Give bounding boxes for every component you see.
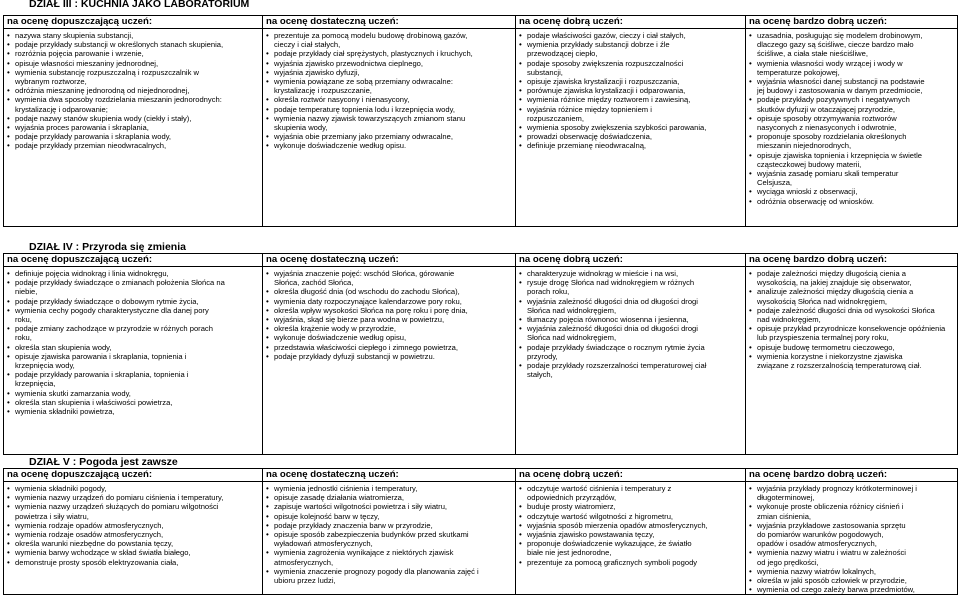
criteria-list (516, 484, 745, 567)
criterion-item: • podaje przykłady przemian nieodwracalnych, (15, 141, 260, 150)
criterion-item: • prezentuje za pomocą modelu budowę drobinową gazów, (274, 31, 513, 40)
section-title: DZIAŁ V : Pogoda jest zawsze (29, 456, 178, 468)
criterion-item: • wymienia rodzaje osadów atmosferycznych, (15, 530, 260, 539)
criteria-list (263, 484, 515, 585)
criterion-item: • opisuje zjawiska krystalizacji i rozpuszczania, (527, 77, 743, 86)
criterion-item: • wymienia dwa sposoby rozdzielania mieszanin jednorodnych: (15, 95, 260, 104)
criterion-continuation: skutków dyfuzji w otaczającej przyrodzie, (757, 104, 896, 114)
criterion-item: • podaje przykłady świadczące o dobowym rytmie życia, (15, 297, 260, 306)
criterion-item: • podaje zmiany zachodzące w przyrodzie w różnych porach (15, 324, 260, 333)
requirements-table-4 (3, 253, 958, 455)
criterion-continuation: wysokością, na jakiej znajduje się obserwator, (757, 278, 912, 288)
criterion-item: • podaje przykłady świadczące o zmianach położenia Słońca na (15, 278, 260, 287)
criterion-item: • wyciąga wnioski z obserwacji, (757, 187, 955, 196)
criterion-continuation: przyrody, (527, 351, 558, 361)
criterion-item: • rozróżnia pojęcia parowanie i wrzenie, (15, 49, 260, 58)
criterion-item: • opisuje sposób zabezpieczenia budynków przed skutkami (274, 530, 513, 539)
criterion-item: • podaje właściwości gazów, cieczy i ciał stałych, (527, 31, 743, 40)
criterion-continuation: krystalizację i rozpuszczanie, (274, 86, 372, 96)
criteria-cell (516, 267, 746, 455)
header-cell-dopuszczajaca: na ocenę dopuszczającą uczeń: (4, 16, 263, 29)
header-cell-bardzo-dobra: na ocenę bardzo dobrą uczeń: (746, 469, 958, 482)
criterion-continuation: opadów i osadów atmosferycznych, (757, 539, 877, 549)
criteria-list (263, 31, 515, 151)
criterion-item: • wymienia nazwy wiatrów lokalnych, (757, 567, 955, 576)
criterion-continuation: cieczy i ciał stałych, (274, 40, 341, 50)
criterion-item: • prowadzi obserwację doświadczenia, (527, 132, 743, 141)
criterion-item: • podaje temperaturę topnienia lodu i krzepnięcia wody, (274, 105, 513, 114)
table-header-row (4, 16, 958, 29)
criterion-item: • określa stan skupienia i właściwości powietrza, (15, 398, 260, 407)
criterion-item: • określa roztwór nasycony i nienasycony, (274, 95, 513, 104)
criterion-item: • odróżnia mieszaninę jednorodną od niejednorodnej, (15, 86, 260, 95)
criteria-cell (4, 482, 263, 595)
criterion-item: • prezentuje za pomocą graficznych symboli pogody (527, 558, 743, 567)
criterion-continuation: do pomiarów warunków pogodowych, (757, 530, 884, 540)
criteria-cell (746, 482, 958, 595)
criterion-item: • podaje przykłady znaczenia barw w przyrodzie, (274, 521, 513, 530)
criterion-item: • tłumaczy pojęcia równonoc wiosenna i jesienna, (527, 315, 743, 324)
criteria-cell (4, 29, 263, 227)
criteria-list (4, 269, 262, 416)
criteria-cell (746, 267, 958, 455)
criterion-item: • podaje przykłady substancji w określonych stanach skupienia, (15, 40, 260, 49)
section-title: DZIAŁ IV : Przyroda się zmienia (29, 241, 186, 253)
criterion-item: • wyjaśnia proces parowania i skraplania, (15, 123, 260, 132)
criteria-list (746, 484, 957, 594)
criterion-continuation: lub przyspieszenia termalnej pory roku, (757, 333, 889, 343)
criterion-item: • podaje przykłady parowania i skraplania, topnienia i (15, 370, 260, 379)
table-row (4, 29, 958, 227)
criterion-item: • wyjaśnia obie przemiany jako przemiany odwracalne, (274, 132, 513, 141)
criterion-item: • opisuje zasadę działania wiatromierza, (274, 493, 513, 502)
criterion-item: • wymienia znaczenie prognozy pogody dla planowania zajęć i (274, 567, 513, 576)
criterion-continuation: Słońca, zachód Słońca, (274, 278, 354, 288)
criterion-item: • odczytuje wartość wilgotności z higrometru, (527, 512, 743, 521)
criteria-list (746, 269, 957, 370)
criterion-item: • podaje sposoby zwiększenia rozpuszczalności (527, 59, 743, 68)
criterion-continuation: temperaturze pokojowej, (757, 67, 840, 77)
header-cell-dostateczna: na ocenę dostateczną uczeń: (263, 469, 516, 482)
criterion-continuation: Słońca nad widnokręgiem, (527, 305, 617, 315)
criterion-continuation: związane z rozszerzalnością temperaturową ciał. (757, 361, 922, 371)
criterion-item: • wyjaśnia zjawisko dyfuzji, (274, 68, 513, 77)
criterion-continuation: cząsteczkowej budowy materii, (757, 159, 862, 169)
criteria-cell (516, 482, 746, 595)
criterion-item: • podaje nazwy stanów skupienia wody (ciekły i stały), (15, 114, 260, 123)
criterion-continuation: ubioru przez ludzi, (274, 576, 336, 586)
criteria-list (746, 31, 957, 206)
criterion-continuation: długoterminowej, (757, 493, 815, 503)
criteria-cell (263, 29, 516, 227)
criterion-item: • określa krążenie wody w przyrodzie, (274, 324, 513, 333)
criterion-item: • wyjaśnia zasadę pomiaru skali temperatur (757, 169, 955, 178)
criterion-item: • wymienia nazwy urządzeń służących do pomiaru wilgotności (15, 502, 260, 511)
header-cell-dopuszczajaca: na ocenę dopuszczającą uczeń: (4, 254, 263, 267)
criterion-continuation: rozpuszczaniem, (527, 113, 584, 123)
table-header-row (4, 254, 958, 267)
criterion-item: • wymienia skutki zamarzania wody, (15, 389, 260, 398)
criterion-continuation: mieszanin niejednorodnych, (757, 141, 852, 151)
criterion-item: • podaje przykłady rozszerzalności temperaturowej ciał (527, 361, 743, 370)
criterion-item: • wymienia nazwy urządzeń do pomiaru ciśnienia i temperatury, (15, 493, 260, 502)
criteria-cell (516, 29, 746, 227)
criterion-item: • buduje prosty wiatromierz, (527, 502, 743, 511)
criterion-continuation: jej budowy i zastosowania w danym przedmiocie, (757, 86, 923, 96)
header-cell-bardzo-dobra: na ocenę bardzo dobrą uczeń: (746, 16, 958, 29)
criterion-item: • wymienia rodzaje opadów atmosferycznych, (15, 521, 260, 530)
criterion-item: • wymienia powiązane ze sobą przemiany odwracalne: (274, 77, 513, 86)
criterion-item: • podaje przykłady pozytywnych i negatywnych (757, 95, 955, 104)
criterion-item: • porównuje zjawiska krystalizacji i odparowania, (527, 86, 743, 95)
criterion-item: • wymienia nazwy wiatru i wiatru w zależności (757, 548, 955, 557)
criterion-continuation: powietrza i siły wiatru, (15, 511, 89, 521)
criterion-continuation: substancji, (527, 67, 563, 77)
criterion-item: • wymienia zagrożenia wynikające z niektórych zjawisk (274, 548, 513, 557)
header-cell-dobra: na ocenę dobrą uczeń: (516, 254, 746, 267)
criterion-continuation: Słońca nad widnokręgiem, (527, 333, 617, 343)
criterion-continuation: nad widnokręgiem, (757, 315, 821, 325)
table-header-row (4, 469, 958, 482)
criterion-item: • przedstawia właściwości ciepłego i zimnego powietrza, (274, 343, 513, 352)
criterion-item: • wymienia barwy wchodzące w skład światła białego, (15, 548, 260, 557)
criterion-continuation: niebie, (15, 287, 38, 297)
criterion-item: • definiuje przemianę nieodwracalną, (527, 141, 743, 150)
criterion-item: • proponuje sposoby rozdzielania określonych (757, 132, 955, 141)
criteria-cell (263, 267, 516, 455)
criterion-item: • odczytuje wartość ciśnienia i temperatury z (527, 484, 743, 493)
criterion-item: • opisuje własności mieszaniny jednorodnej, (15, 59, 260, 68)
criterion-continuation: nasyconych z nienasyconych i odwrotnie, (757, 123, 897, 133)
section-title: DZIAŁ III : KUCHNIA JAKO LABORATORIUM (29, 0, 250, 10)
criterion-item: • wymienia od czego zależy barwa przedmiotów, (757, 585, 955, 594)
criterion-item: • podaje zależność długości dnia od wysokości Słońca (757, 306, 955, 315)
criterion-item: • wyjaśnia różnice między topnieniem i (527, 105, 743, 114)
criterion-item: • wyjaśnia zależność długości dnia od długości drogi (527, 324, 743, 333)
requirements-table-5 (3, 468, 958, 595)
criteria-list (4, 31, 262, 151)
criterion-item: • opisuje sposoby otrzymywania roztworów (757, 114, 955, 123)
criteria-list (516, 269, 745, 379)
criterion-continuation: przewodzącej ciepło, (527, 49, 598, 59)
header-cell-dopuszczajaca: na ocenę dopuszczającą uczeń: (4, 469, 263, 482)
criterion-item: • rysuje drogę Słońca nad widnokręgiem w różnych (527, 278, 743, 287)
criteria-cell (746, 29, 958, 227)
criterion-continuation: wysokością Słońca nad widnokręgiem, (757, 296, 888, 306)
criterion-item: • analizuje zależności między długością cienia a (757, 287, 955, 296)
criterion-item: • wymienia sposoby zwiększenia szybkości parowania, (527, 123, 743, 132)
criterion-item: • wymienia składniki powietrza, (15, 407, 260, 416)
criterion-item: • podaje przykłady parowania i skraplania wody, (15, 132, 260, 141)
header-cell-dostateczna: na ocenę dostateczną uczeń: (263, 16, 516, 29)
criterion-item: • podaje przykłady świadczące o rocznym rytmie życia (527, 343, 743, 352)
criterion-item: • określa długość dnia (od wschodu do zachodu Słońca), (274, 287, 513, 296)
header-cell-bardzo-dobra: na ocenę bardzo dobrą uczeń: (746, 254, 958, 267)
criterion-continuation: roku, (15, 333, 32, 343)
table-row (4, 482, 958, 595)
criterion-continuation: porach roku, (527, 287, 570, 297)
criterion-item: • wyjaśnia przykładowe zastosowania sprzętu (757, 521, 955, 530)
criterion-item: • wyjaśnia znaczenie pojęć: wschód Słońca, górowanie (274, 269, 513, 278)
header-cell-dobra: na ocenę dobrą uczeń: (516, 16, 746, 29)
criterion-continuation: krystalizację i odparowanie; (15, 104, 108, 114)
criterion-item: • określa w jaki sposób człowiek w przyrodzie, (757, 576, 955, 585)
criterion-continuation: krzepnięcia wody, (15, 361, 75, 371)
criterion-item: • opisuje budowę termometru cieczowego, (757, 343, 955, 352)
criterion-item: • opisuje kolejność barw w tęczy, (274, 512, 513, 521)
criteria-list (516, 31, 745, 151)
criteria-cell (4, 267, 263, 455)
criterion-item: • wyjaśnia zjawisko powstawania tęczy, (527, 530, 743, 539)
criterion-item: • wymienia korzystne i niekorzystne zjawiska (757, 352, 955, 361)
criterion-item: • opisuje zjawiska parowania i skraplania, topnienia i (15, 352, 260, 361)
criterion-continuation: ściśliwe, a ciała stałe nieściśliwe, (757, 49, 868, 59)
criterion-item: • wyjaśnia przykłady prognozy krótkoterminowej i (757, 484, 955, 493)
table-row (4, 267, 958, 455)
criterion-item: • określa wpływ wysokości Słońca na porę roku i porę dnia, (274, 306, 513, 315)
criterion-item: • wykonuje doświadczenie według opisu. (274, 141, 513, 150)
criterion-item: • wymienia daty rozpoczynające kalendarzowe pory roku, (274, 297, 513, 306)
criterion-continuation: zmian ciśnienia, (757, 511, 812, 521)
criterion-item: • wymienia nazwy zjawisk towarzyszących zmianom stanu (274, 114, 513, 123)
criteria-list (4, 484, 262, 567)
criterion-continuation: Celsjusza, (757, 178, 793, 188)
criterion-continuation: atmosferycznych, (274, 557, 334, 567)
criterion-item: • wykonuje proste obliczenia różnicy ciśnień i (757, 502, 955, 511)
criterion-continuation: wyładowań atmosferycznych, (274, 539, 373, 549)
criteria-list (263, 269, 515, 361)
criteria-cell (263, 482, 516, 595)
criterion-continuation: odpowiednich przyrządów, (527, 493, 617, 503)
criterion-item: • wymienia różnice między roztworem i zawiesiną, (527, 95, 743, 104)
criterion-item: • uzasadnia, posługując się modelem drobinowym, (757, 31, 955, 40)
header-cell-dobra: na ocenę dobrą uczeń: (516, 469, 746, 482)
requirements-table-3 (3, 15, 958, 227)
criterion-item: • charakteryzuje widnokrąg w mieście i na wsi, (527, 269, 743, 278)
criterion-item: • podaje zależności między długością cienia a (757, 269, 955, 278)
criterion-continuation: od jego prędkości, (757, 557, 819, 567)
criterion-item: • wykonuje doświadczenie według opisu, (274, 333, 513, 342)
criterion-item: • wyjaśnia zależność długości dnia od długości drogi (527, 297, 743, 306)
criterion-item: • opisuje zjawiska topnienia i krzepnięcia w świetle (757, 151, 955, 160)
criterion-item: • podaje przykłady ciał sprężystych, plastycznych i kruchych, (274, 49, 513, 58)
criterion-item: • wymienia substancję rozpuszczalną i rozpuszczalnik w (15, 68, 260, 77)
criterion-item: • nazywa stany skupienia substancji, (15, 31, 260, 40)
criterion-continuation: krzepnięcia, (15, 379, 56, 389)
criterion-item: • wyjaśnia, skąd się bierze para wodna w powietrzu, (274, 315, 513, 324)
criterion-item: • wymienia przykłady substancji dobrze i źle (527, 40, 743, 49)
header-cell-dostateczna: na ocenę dostateczną uczeń: (263, 254, 516, 267)
criterion-item: • opisuje przykład przyrodnicze konsekwencje opóźnienia (757, 324, 955, 333)
criterion-item: • podaje przykłady dyfuzji substancji w powietrzu. (274, 352, 513, 361)
criterion-item: • określa stan skupienia wody, (15, 343, 260, 352)
criterion-item: • wymienia jednostki ciśnienia i temperatury, (274, 484, 513, 493)
criterion-item: • wymienia cechy pogody charakterystyczne dla danej pory (15, 306, 260, 315)
criterion-continuation: skupienia wody, (274, 123, 328, 133)
criterion-continuation: dlaczego gazy są ściśliwe, ciecze bardzo mało (757, 40, 914, 50)
criterion-continuation: stałych, (527, 370, 553, 380)
criterion-continuation: wybranym roztworze, (15, 77, 87, 87)
criterion-item: • demonstruje prosty sposób elektryzowania ciała, (15, 558, 260, 567)
criterion-item: • wymienia własności wody wrzącej i wody w (757, 59, 955, 68)
criterion-item: • proponuje doświadczenie wykazujące, że światło (527, 539, 743, 548)
criterion-continuation: roku, (15, 315, 32, 325)
criterion-item: • określa warunki niezbędne do powstania tęczy, (15, 539, 260, 548)
criterion-continuation: białe nie jest jednorodne, (527, 548, 612, 558)
criterion-item: • wymienia składniki pogody, (15, 484, 260, 493)
criterion-item: • definiuje pojęcia widnokrąg i linia widnokręgu, (15, 269, 260, 278)
criterion-item: • zapisuje wartości wilgotności powietrza i siły wiatru, (274, 502, 513, 511)
criterion-item: • odróżnia obserwację od wniosków. (757, 197, 955, 206)
criterion-item: • wyjaśnia sposób mierzenia opadów atmosferycznych, (527, 521, 743, 530)
criterion-item: • wyjaśnia własności danej substancji na podstawie (757, 77, 955, 86)
criterion-item: • wyjaśnia zjawisko przewodnictwa cieplnego, (274, 59, 513, 68)
